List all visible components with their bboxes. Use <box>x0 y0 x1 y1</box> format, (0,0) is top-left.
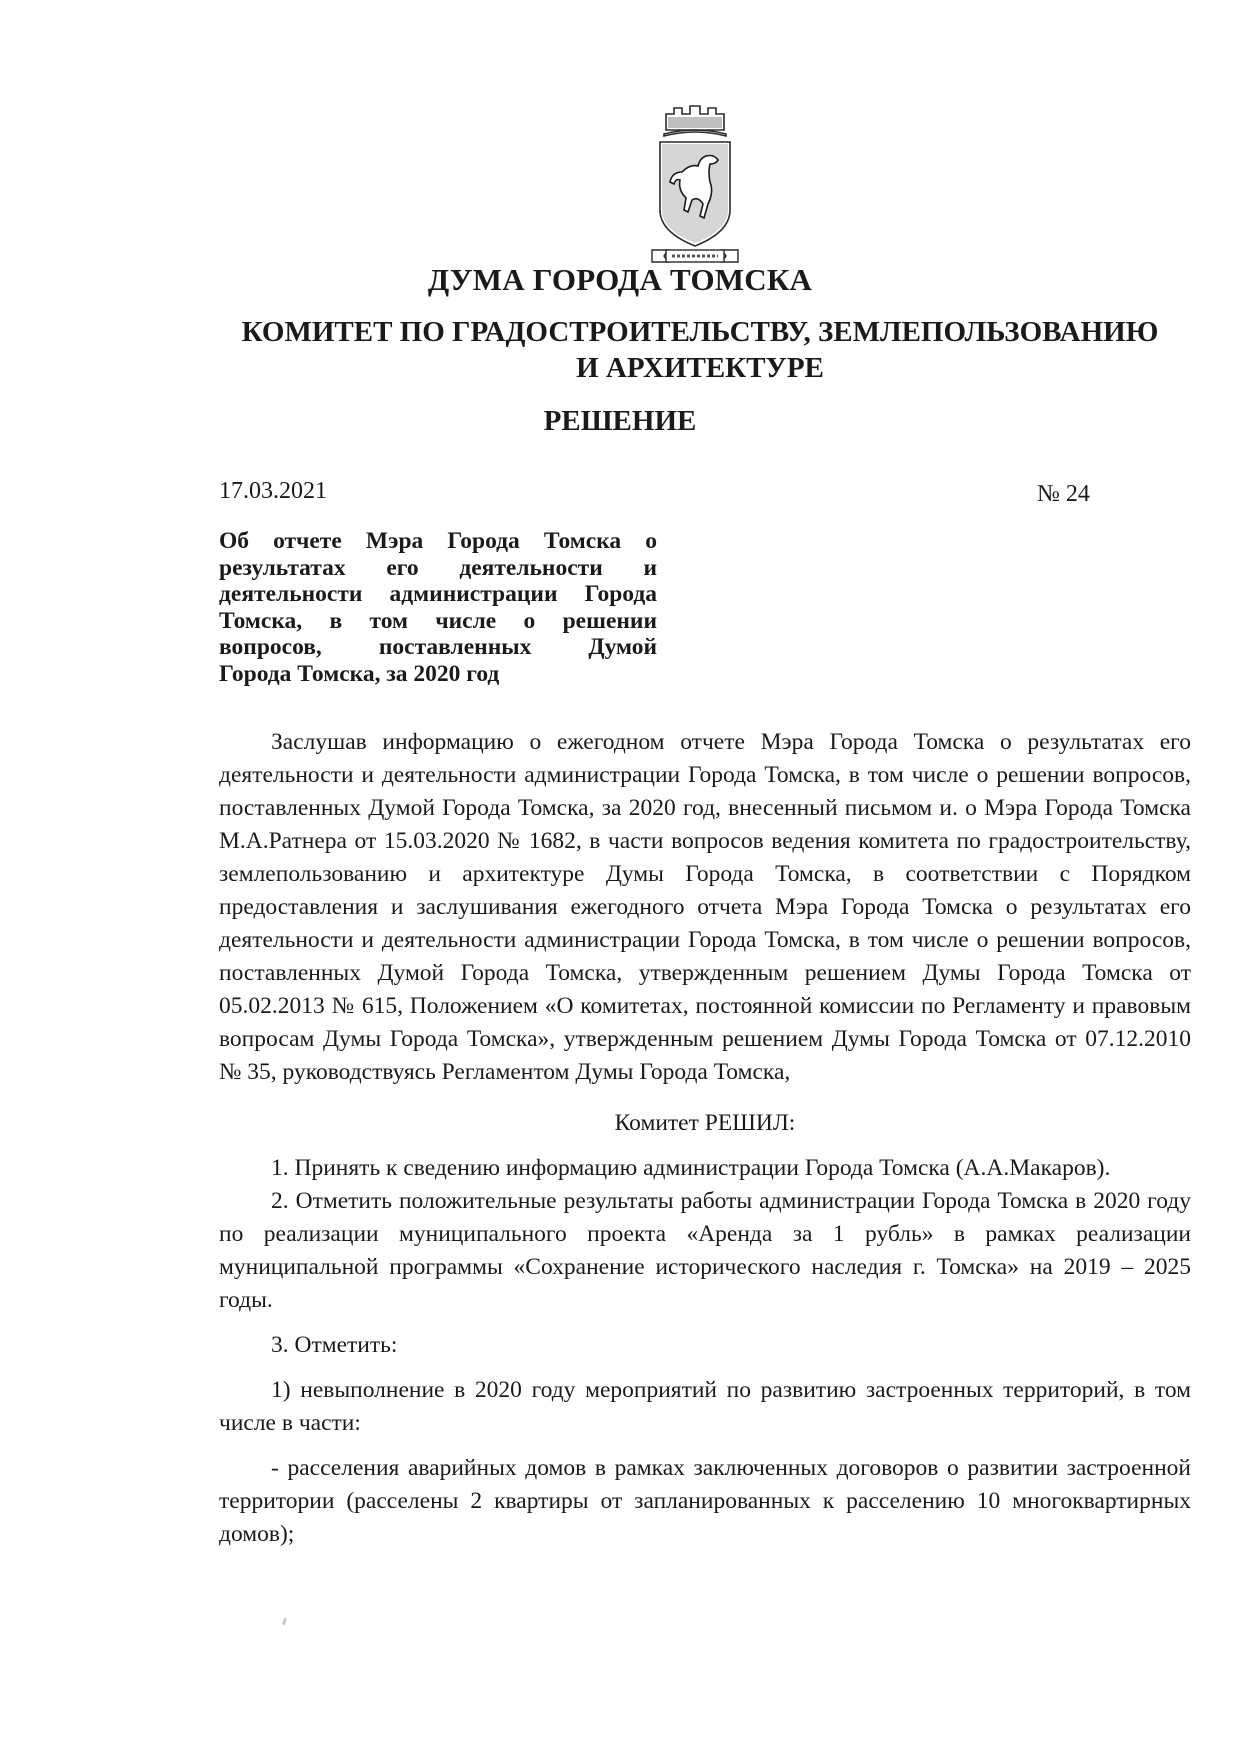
document-body <box>219 726 1191 1551</box>
committee-title <box>200 314 1200 386</box>
subject-line: Томска, в том числе о решении <box>219 607 657 634</box>
document-date: 17.03.2021 <box>219 478 327 504</box>
scan-artifact <box>282 1618 287 1626</box>
document-type: РЕШЕНИЕ <box>543 405 697 437</box>
document-number: № 24 <box>1037 481 1090 507</box>
resolution-item: 2. Отметить положительные результаты работы администрации Города Томска в 2020 году по реализации муниципального проекта «Аренда за 1 рубль» в рамках реализации муниципальной программы «Сохранение исторического наследия г. Томска» на 2019 – 2025 годы. <box>219 1188 1191 1313</box>
organization-title: ДУМА ГОРОДА ТОМСКА <box>427 262 813 297</box>
committee-title-line-2: И АРХИТЕКТУРЕ <box>576 352 824 384</box>
resolution-item: 3. Отметить: <box>271 1332 398 1358</box>
subject-line: Об отчете Мэра Города Томска о <box>219 528 657 554</box>
resolution-heading: Комитет РЕШИЛ: <box>614 1110 796 1136</box>
preamble-paragraph: Заслушав информацию о ежегодном отчете Мэра Города Томска о результатах его деятельности и деятельности администрации Города Томска, в том числе о решении вопросов, поставленных Думой Города Томска, за 2020 год, внесенный письмом и. о Мэра Города Томска М.А.Ратнера от 15.03.2020 № 1682, в части вопросов ведения комитета по градостроительству, землепользованию и архитектуре Думы Города Томска, в соответствии с Порядком предоставления и заслушивания ежегодного отчета Мэра Города Томска о результатах его деятельности и деятельности администрации Города Томска, в том числе о решении вопросов, поставленных Думой Города Томска, утвержденным решением Думы Города Томска от 05.02.2013 № 615, Положением «О комитетах, постоянной комиссии по Регламенту и правовым вопросам Думы Города Томска», утвержденным решением Думы Города Томска от 07.12.2010 № 35, руководствуясь Регламентом Думы Города Томска, <box>219 729 1191 1085</box>
resolution-subitem-bullet: - расселения аварийных домов в рамках заключенных договоров о развитии застроенной территории (расселены 2 квартиры от запланированных к расселению 10 многоквартирных домов); <box>219 1455 1191 1547</box>
tomsk-coat-of-arms-icon <box>648 100 742 265</box>
committee-title-line-1: КОМИТЕТ ПО ГРАДОСТРОИТЕЛЬСТВУ, ЗЕМЛЕПОЛЬЗОВАНИЮ <box>241 316 1159 348</box>
subject-line: Города Томска, за 2020 год <box>219 660 500 687</box>
subject-line: результатах его деятельности и <box>219 554 657 581</box>
subject-line: деятельности администрации Города <box>219 581 657 607</box>
resolution-item: 1. Принять к сведению информацию администрации Города Томска (А.А.Макаров). <box>271 1155 1111 1181</box>
subject-line: вопросов, поставленных Думой <box>219 634 657 660</box>
resolution-subitem: 1) невыполнение в 2020 году мероприятий по развитию застроенных территорий, в том числе в части: <box>219 1377 1191 1436</box>
document-subject <box>219 528 657 687</box>
